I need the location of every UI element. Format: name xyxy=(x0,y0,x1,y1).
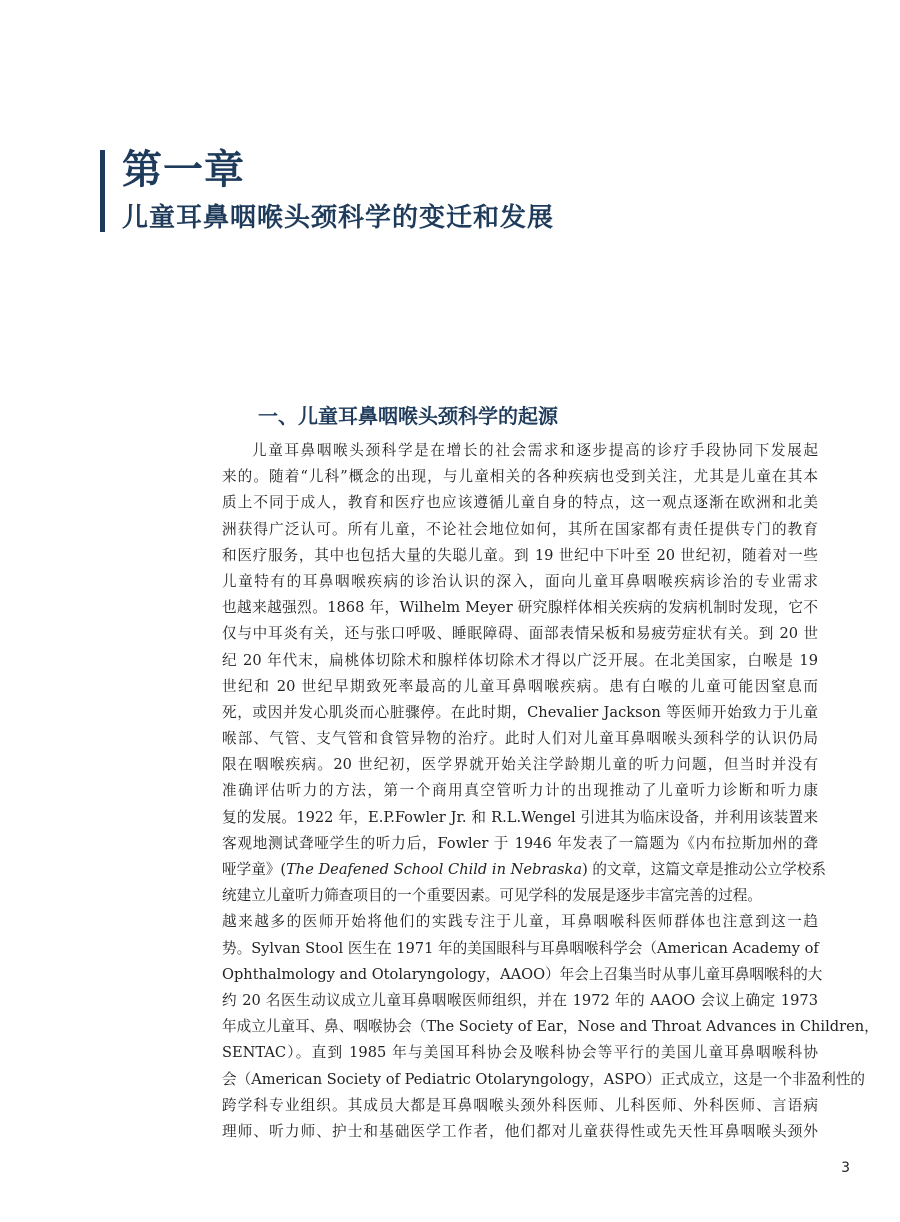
body-line: 越来越多的医师开始将他们的实践专注于儿童，耳鼻咽喉科医师群体也注意到这一趋 xyxy=(222,913,818,931)
body-line: 喉部、气管、支气管和食管异物的治疗。此时人们对儿童耳鼻咽喉头颈科学的认识仍局 xyxy=(222,730,818,748)
body-line: 准确评估听力的方法，第一个商用真空管听力计的出现推动了儿童听力诊断和听力康 xyxy=(222,782,818,800)
body-line: Ophthalmology and Otolaryngology，AAOO）年会上召集当时从事儿童耳鼻咽喉科的大 xyxy=(222,965,823,983)
chapter-accent-bar xyxy=(100,150,105,232)
body-line: 质上不同于成人，教育和医疗也应该遵循儿童自身的特点，这一观点逐渐在欧洲和北美 xyxy=(222,494,818,512)
body-line: 仅与中耳炎有关，还与张口呼吸、睡眠障碍、面部表情呆板和易疲劳症状有关。到 20 世 xyxy=(222,625,818,643)
section-heading: 一、儿童耳鼻咽喉头颈科学的起源 xyxy=(258,404,558,428)
body-line: 理师、听力师、护士和基础医学工作者，他们都对儿童获得性或先天性耳鼻咽喉头颈外 xyxy=(222,1122,818,1140)
body-line: 统建立儿童听力筛查项目的一个重要因素。可见学科的发展是逐步丰富完善的过程。 xyxy=(222,887,762,905)
body-line: 哑学童》(The Deafened School Child in Nebraska) 的文章，这篇文章是推动公立学校系 xyxy=(222,861,826,878)
page-number: 3 xyxy=(841,1160,850,1176)
body-line: 年成立儿童耳、鼻、咽喉协会（The Society of Ear，Nose and Throat Advances in Children， xyxy=(222,1018,879,1036)
body-line: 客观地测试聋哑学生的听力后，Fowler 于 1946 年发表了一篇题为《内布拉斯加州的聋 xyxy=(222,834,818,852)
chapter-title: 儿童耳鼻咽喉头颈科学的变迁和发展 xyxy=(122,203,555,233)
body-text xyxy=(222,438,879,1145)
body-line: 限在咽喉疾病。20 世纪初，医学界就开始关注学龄期儿童的听力问题，但当时并没有 xyxy=(222,756,818,774)
body-line: 和医疗服务，其中也包括大量的失聪儿童。到 19 世纪中下叶至 20 世纪初，随着对一些 xyxy=(222,546,818,564)
body-line: 势。Sylvan Stool 医生在 1971 年的美国眼科与耳鼻咽喉科学会（American Academy of xyxy=(222,939,819,957)
body-line: 来的。随着“儿科”概念的出现，与儿童相关的各种疾病也受到关注，尤其是儿童在其本 xyxy=(222,468,818,486)
body-line: 纪 20 年代末，扁桃体切除术和腺样体切除术才得以广泛开展。在北美国家，白喉是 19 xyxy=(222,651,818,669)
body-line: 世纪和 20 世纪早期致死率最高的儿童耳鼻咽喉疾病。患有白喉的儿童可能因窒息而 xyxy=(222,677,818,695)
body-line: 儿童特有的耳鼻咽喉疾病的诊治认识的深入，面向儿童耳鼻咽喉疾病诊治的专业需求 xyxy=(222,572,818,590)
body-line: 也越来越强烈。1868 年，Wilhelm Meyer 研究腺样体相关疾病的发病机制时发现，它不 xyxy=(222,599,818,617)
body-line: 跨学科专业组织。其成员大都是耳鼻咽喉头颈外科医师、儿科医师、外科医师、言语病 xyxy=(222,1096,818,1114)
chapter-label: 第一章 xyxy=(122,147,245,193)
body-line: SENTAC）。直到 1985 年与美国耳科协会及喉科协会等平行的美国儿童耳鼻咽喉科协 xyxy=(222,1044,818,1062)
body-line: 儿童耳鼻咽喉头颈科学是在增长的社会需求和逐步提高的诊疗手段协同下发展起 xyxy=(252,442,818,459)
body-line: 约 20 名医生动议成立儿童耳鼻咽喉医师组织，并在 1972 年的 AAOO 会议上确定 1973 xyxy=(222,991,818,1009)
book-title-italic: The Deafened School Child in Nebraska xyxy=(286,861,583,878)
body-line: 复的发展。1922 年，E.P.Fowler Jr. 和 R.L.Wengel 引进其为临床设备，并利用该装置来 xyxy=(222,808,818,826)
body-line: 死，或因并发心肌炎而心脏骤停。在此时期，Chevalier Jackson 等医师开始致力于儿童 xyxy=(222,703,818,721)
body-line: 洲获得广泛认可。所有儿童，不论社会地位如何，其所在国家都有责任提供专门的教育 xyxy=(222,520,818,538)
body-line: 会（American Society of Pediatric Otolaryngology，ASPO）正式成立，这是一个非盈利性的 xyxy=(222,1070,866,1088)
